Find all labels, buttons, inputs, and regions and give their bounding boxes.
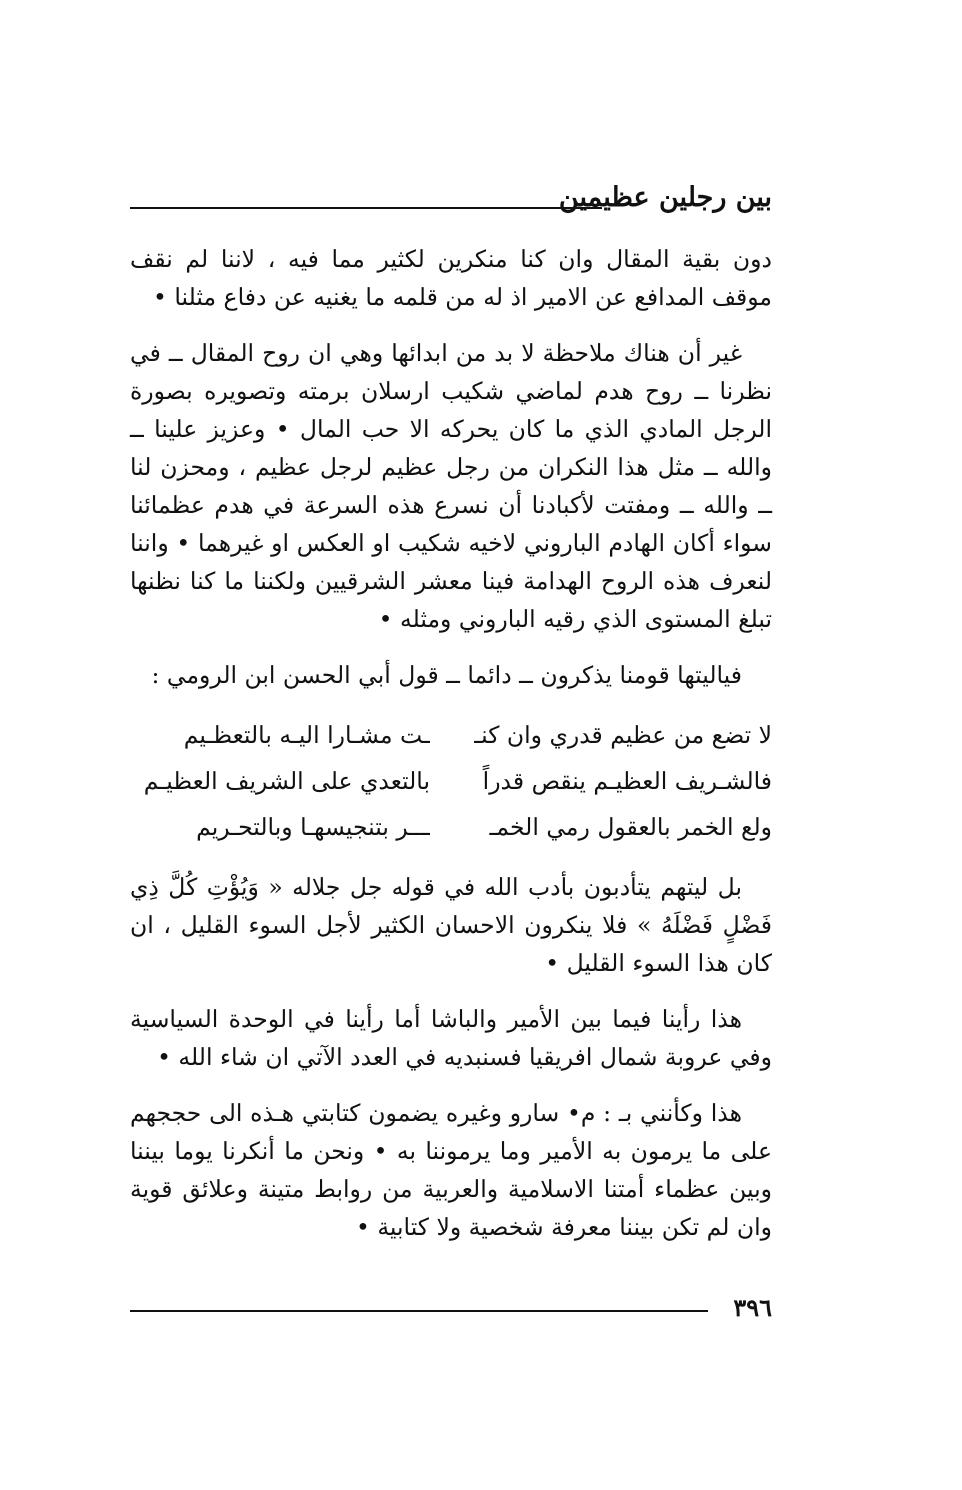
poem-verse <box>130 758 772 804</box>
running-header-title: بين رجلين عظيمين <box>558 182 772 213</box>
header-rule <box>130 207 602 209</box>
paragraph-6: هذا وكأنني بـ : م• سارو وغيره يضمون كتابتي هـذه الى حججهم على ما يرمون به الأمير وما يرموننا به • ونحن ما أنكرنا يوما بيننا وبين عظماء أمتنا الاسلامية والعربية من روابط متينة وعلائق قوية وان لم تكن بيننا معرفة شخصية ولا كتابية • <box>130 1099 772 1241</box>
paragraph-4: بل ليتهم يتأدبون بأدب الله في قوله جل جلاله « وَيُؤْتِ كُلَّ ذِي فَضْلٍ فَضْلَهُ » فلا ينكرون الاحسان الكثير لأجل السوء القليل ، ان كان هذا السوء القليل • <box>130 873 772 977</box>
paragraph-2: غير أن هناك ملاحظة لا بد من ابدائها وهي ان روح المقال ــ في نظرنا ــ روح هدم لماضي شكيب ارسلان برمته وتصويره بصورة الرجل المادي الذي ما كان يحركه الا حب المال • وعزيز علينا ــ والله ــ مثل هذا النكران من رجل عظيم لرجل عظيم ، ومحزن لنا ــ والله ــ ومفتت لأكبادنا أن نسرع هذه السرعة في هدم عظمائنا سواء أكان الهادم الباروني لاخيه شكيب او العكس او غيرهما • واننا لنعرف هذه الروح الهدامة فينا معشر الشرقيين ولكننا ما كنا نظنها تبلغ المستوى الذي رقيه الباروني ومثله • <box>130 339 772 633</box>
running-header <box>130 178 772 218</box>
footer-rule <box>130 1310 708 1312</box>
paragraph-3: فياليتها قومنا يذكرون ــ دائما ــ قول أبي الحسن ابن الرومي : <box>151 661 742 689</box>
paragraph-5: هذا رأينا فيما بين الأمير والباشا أما رأينا في الوحدة السياسية وفي عروبة شمال افريقيا فسنبديه في العدد الآتي ان شاء الله • <box>130 1005 772 1071</box>
poem-verse <box>130 804 772 850</box>
poem-first-hemistich: فالشـريف العظيـم ينقص قدراً <box>482 767 772 795</box>
paragraph-1: دون بقية المقال وان كنا منكرين لكثير مما فيه ، لاننا لم نقف موقف المدافع عن الامير اذ له من قلمه ما يغنيه عن دفاع مثلنا • <box>130 245 772 311</box>
poem-first-hemistich: لا تضع من عظيم قدري وان كنـ <box>474 721 772 749</box>
page-footer <box>130 1290 772 1326</box>
page-body <box>130 240 772 1264</box>
poem <box>130 712 772 850</box>
poem-verse <box>130 712 772 758</box>
poem-second-hemistich: بالتعدي على الشريف العظيـم <box>143 767 430 795</box>
poem-first-hemistich: ولع الخمر بالعقول رمي الخمـ <box>489 813 772 841</box>
poem-second-hemistich: ـــر بتنجيسهـا وبالتحـريم <box>196 813 430 841</box>
page-number: ٣٩٦ <box>733 1293 772 1322</box>
poem-second-hemistich: ـت مشـارا اليـه بالتعظـيم <box>183 721 430 749</box>
